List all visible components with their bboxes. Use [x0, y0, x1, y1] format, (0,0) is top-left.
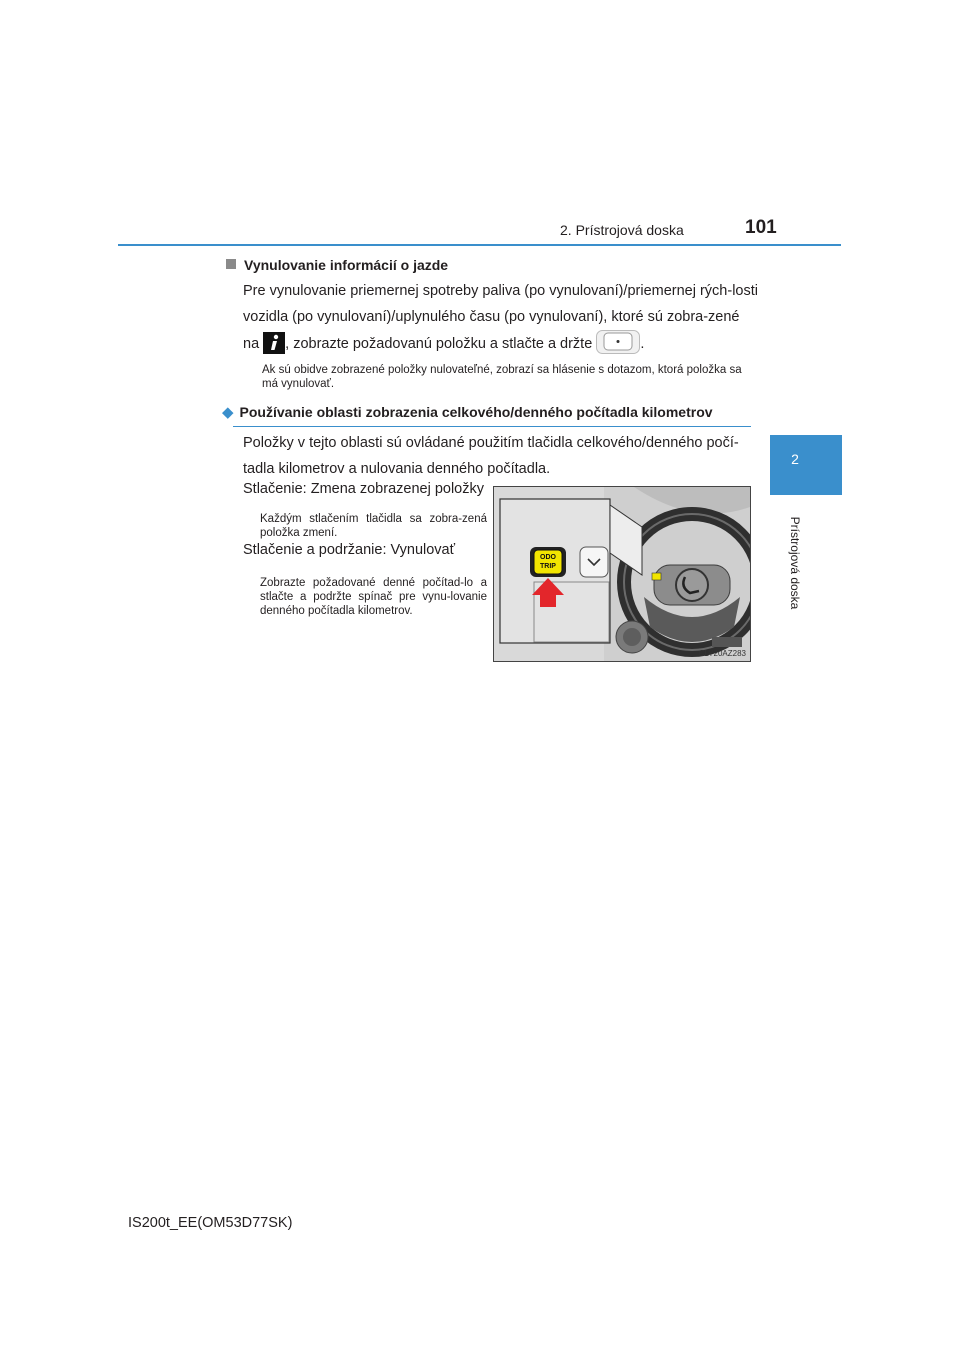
paragraph-text: , zobrazte požadovanú položku a stlačte a držte — [285, 336, 593, 352]
info-i-icon — [263, 332, 285, 363]
note-reset: Ak sú obidve zobrazené položky nulovateľné, zobrazí sa hlásenie s dotazom, ktorá položka sa má vynulovať. — [262, 364, 742, 390]
illustration-code: CLY20AZ283 — [698, 649, 746, 658]
paragraph-odometer: Položky v tejto oblasti sú ovládané použitím tlačidla celkového/denného počí-tadla kilometrov a nulovania denného počítadla. — [243, 435, 739, 477]
trip-label: TRIP — [540, 563, 556, 570]
item-title-hold: Stlačenie a podržanie: Vynulovať — [243, 542, 456, 558]
diamond-bullet-icon: ◆ — [222, 404, 234, 421]
chapter-number: 2 — [791, 451, 799, 467]
page-number: 101 — [745, 217, 777, 238]
square-bullet-icon — [226, 259, 236, 269]
section-heading-reset — [226, 257, 448, 273]
chapter-tab — [770, 435, 842, 495]
paragraph-reset — [243, 278, 758, 363]
paragraph-text: . — [640, 336, 645, 352]
chapter-label-container — [784, 505, 806, 620]
steering-button-icon — [596, 330, 640, 363]
section-heading-text: Vynulovanie informácií o jazde — [244, 257, 449, 273]
heading-rule — [233, 426, 751, 427]
chapter-label: Prístrojová doska — [788, 516, 802, 609]
section-heading-odometer — [222, 403, 713, 421]
item-title-press: Stlačenie: Zmena zobrazenej položky — [243, 481, 484, 497]
header-rule — [118, 244, 841, 246]
item-note-press: Každým stlačením tlačidla sa zobra-zená položka zmení. — [260, 513, 487, 539]
running-header: 2. Prístrojová doska — [560, 222, 684, 238]
item-note-hold: Zobrazte požadované denné počítad-lo a stlačte a podržte spínač pre vynu-lovanie denného počítadla kilometrov. — [260, 577, 487, 617]
paragraph-text: Pre vynulovanie priemernej spotreby paliva (po vynulovaní)/priemernej rých-losti vozidla (po vynulovaní)/uplynulého času (po vynulovaní), ktoré sú zobra-zené na — [243, 283, 758, 352]
steering-wheel-illustration — [493, 486, 751, 662]
document-id: IS200t_EE(OM53D77SK) — [128, 1215, 293, 1231]
odo-label: ODO — [540, 554, 556, 561]
section-heading-text: Používanie oblasti zobrazenia celkového/denného počítadla kilometrov — [239, 404, 713, 420]
